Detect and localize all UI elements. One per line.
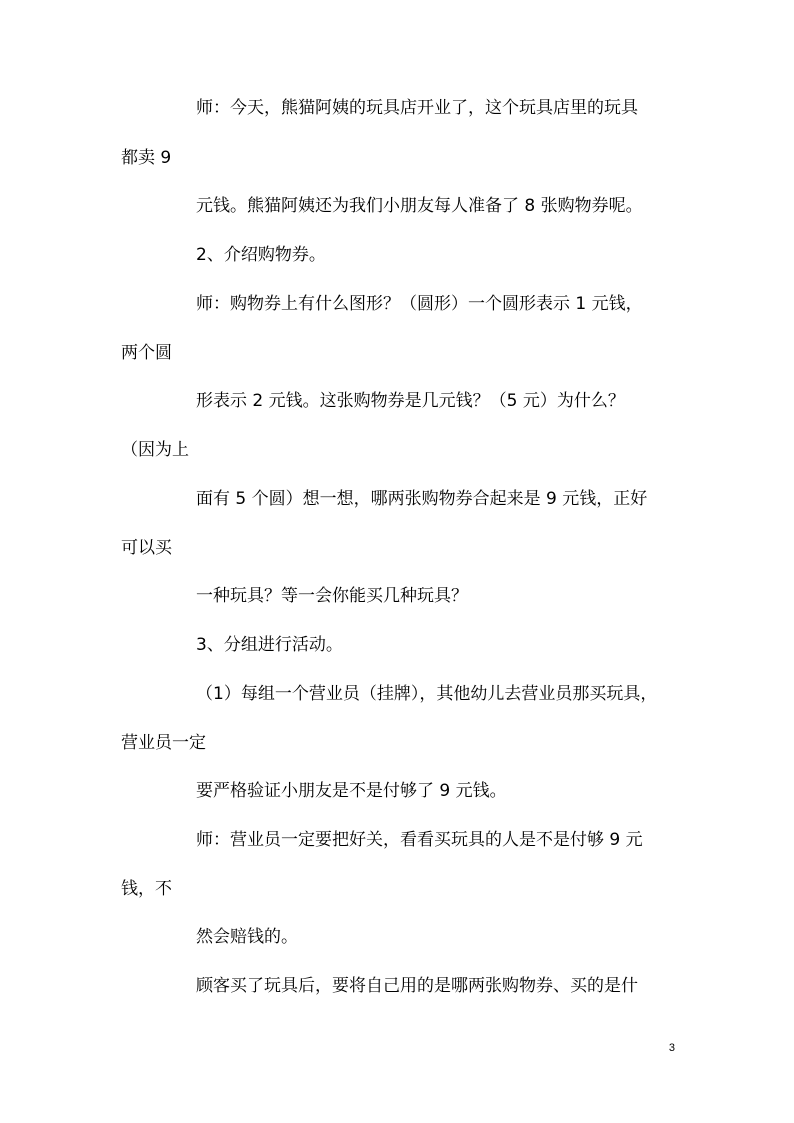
page-number: 3 xyxy=(668,1042,675,1054)
text-line: 要严格验证小朋友是不是付够了 9 元钱。 xyxy=(196,781,507,801)
text-line: 两个圆 xyxy=(121,343,172,363)
text-line: 顾客买了玩具后，要将自己用的是哪两张购物券、买的是什 xyxy=(196,976,638,996)
text-line: 钱，不 xyxy=(121,879,172,899)
text-line: 形表示 2 元钱。这张购物券是几元钱？（5 元）为什么？ xyxy=(196,391,625,411)
text-line: 一种玩具？等一会你能买几种玩具？ xyxy=(196,586,468,606)
text-line: 元钱。熊猫阿姨还为我们小朋友每人准备了 8 张购物券呢。 xyxy=(196,196,643,216)
text-line: 营业员一定 xyxy=(121,733,206,753)
text-line: 师：营业员一定要把好关，看看买玩具的人是不是付够 9 元 xyxy=(196,830,643,850)
text-line: 面有 5 个圆）想一想，哪两张购物券合起来是 9 元钱，正好 xyxy=(196,489,648,509)
text-line: （因为上 xyxy=(121,440,189,460)
text-line: （1）每组一个营业员（挂牌），其他幼儿去营业员那买玩具， xyxy=(196,684,658,704)
text-line: 然会赔钱的。 xyxy=(196,927,298,947)
text-line: 都卖 9 xyxy=(121,148,172,168)
text-line: 可以买 xyxy=(121,538,172,558)
text-line: 3、分组进行活动。 xyxy=(196,635,343,655)
text-line: 2、介绍购物券。 xyxy=(196,245,326,265)
text-line: 师：今天，熊猫阿姨的玩具店开业了，这个玩具店里的玩具 xyxy=(196,98,638,118)
text-line: 师：购物券上有什么图形？（圆形）一个圆形表示 1 元钱， xyxy=(196,294,643,314)
